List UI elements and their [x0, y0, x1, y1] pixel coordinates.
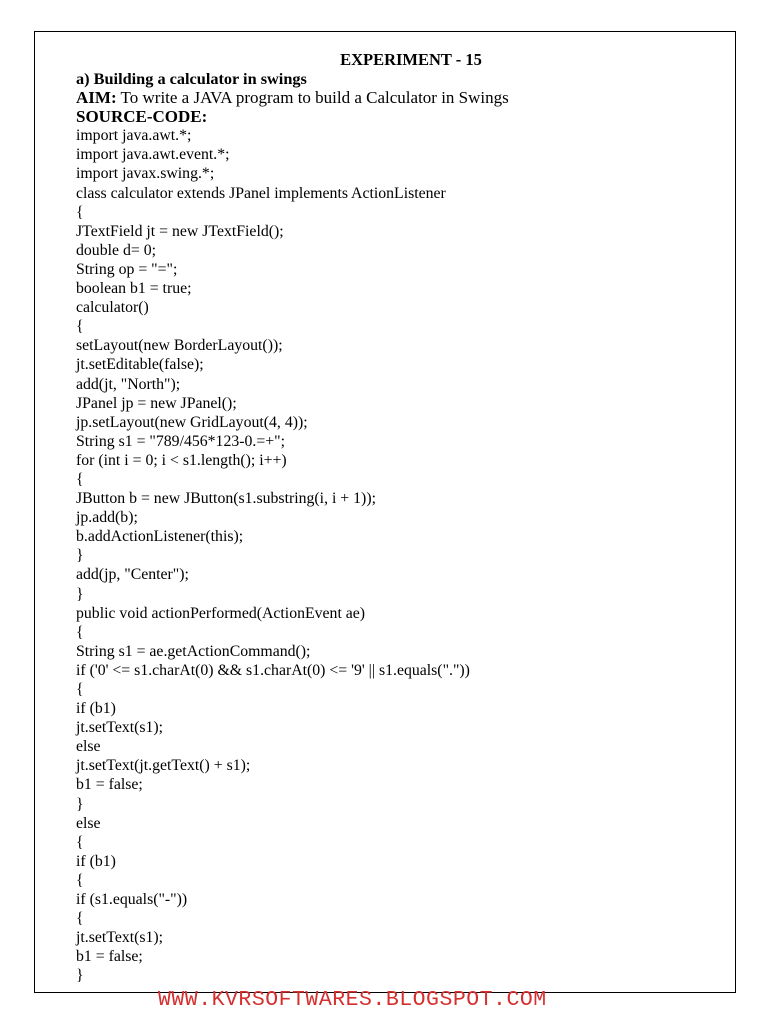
code-line: if (b1): [76, 852, 116, 870]
code-line: {: [76, 833, 84, 851]
code-line: add(jp, "Center");: [76, 566, 189, 584]
code-line: import javax.swing.*;: [76, 165, 215, 183]
code-line: String s1 = "789/456*123-0.=+";: [76, 432, 286, 450]
code-line: jt.setText(jt.getText() + s1);: [76, 757, 251, 775]
code-line: calculator(): [76, 299, 149, 317]
code-line: {: [76, 203, 84, 221]
code-line: if ('0' <= s1.charAt(0) && s1.charAt(0) <= '9' || s1.equals(".")): [76, 661, 470, 679]
code-line: }: [76, 547, 84, 565]
code-line: {: [76, 318, 84, 336]
code-line: String op = "=";: [76, 260, 178, 278]
document-body: [76, 69, 726, 986]
code-line: jp.setLayout(new GridLayout(4, 4));: [76, 413, 308, 431]
footer-url: WWW.KVRSOFTWARES.BLOGSPOT.COM: [158, 988, 547, 1012]
code-line: for (int i = 0; i < s1.length(); i++): [76, 451, 287, 469]
code-line: if (s1.equals("-")): [76, 891, 188, 909]
code-line: JPanel jp = new JPanel();: [76, 394, 237, 412]
code-line: public void actionPerformed(ActionEvent ae): [76, 604, 366, 622]
code-line: {: [76, 470, 84, 488]
code-line: jt.setText(s1);: [76, 719, 164, 737]
code-line: {: [76, 910, 84, 928]
code-line: }: [76, 967, 84, 985]
code-line: {: [76, 623, 84, 641]
aim-label: AIM:: [76, 88, 117, 108]
code-line: double d= 0;: [76, 241, 156, 259]
code-line: String s1 = ae.getActionCommand();: [76, 642, 311, 660]
code-line: b1 = false;: [76, 776, 143, 794]
experiment-title: EXPERIMENT - 15: [340, 50, 482, 69]
aim-text: To write a JAVA program to build a Calculator in Swings: [116, 88, 509, 108]
code-line: else: [76, 814, 101, 832]
code-line: import java.awt.event.*;: [76, 146, 230, 164]
code-line: if (b1): [76, 700, 116, 718]
code-line: {: [76, 871, 84, 889]
source-code-block: [76, 126, 726, 985]
code-line: boolean b1 = true;: [76, 280, 192, 298]
code-line: jt.setText(s1);: [76, 929, 164, 947]
code-line: b1 = false;: [76, 948, 143, 966]
code-line: add(jt, "North");: [76, 375, 181, 393]
code-line: b.addActionListener(this);: [76, 528, 244, 546]
code-line: import java.awt.*;: [76, 127, 192, 145]
code-line: setLayout(new BorderLayout());: [76, 337, 283, 355]
code-line: }: [76, 795, 84, 813]
code-line: else: [76, 738, 101, 756]
experiment-subtitle: a) Building a calculator in swings: [76, 69, 307, 88]
code-line: {: [76, 681, 84, 698]
code-line: JTextField jt = new JTextField();: [76, 222, 284, 240]
aim-line: [76, 88, 726, 107]
code-line: jt.setEditable(false);: [76, 356, 204, 374]
code-line: jp.add(b);: [76, 509, 138, 527]
code-line: JButton b = new JButton(s1.substring(i, i + 1));: [76, 490, 376, 508]
source-code-heading: SOURCE-CODE:: [76, 107, 208, 127]
code-line: }: [76, 585, 84, 603]
code-line: class calculator extends JPanel implements ActionListener: [76, 184, 446, 202]
